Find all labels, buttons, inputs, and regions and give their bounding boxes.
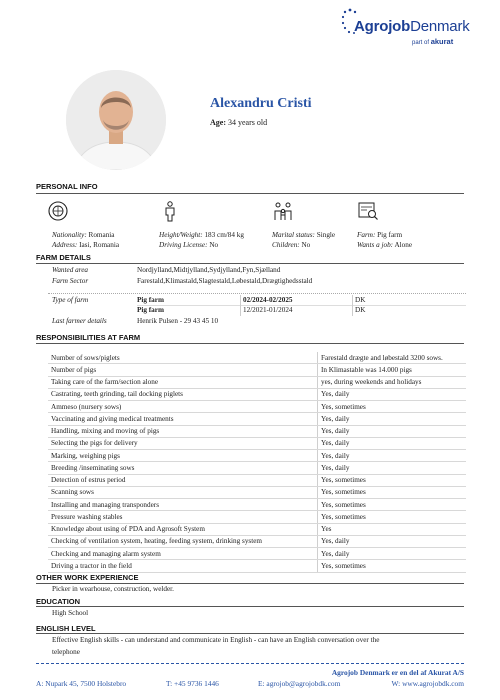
section-heading-responsibilities: RESPONSIBILITIES AT FARM xyxy=(36,333,141,342)
farm-sector-label: Farm Sector xyxy=(52,277,89,285)
responsibility-task: Driving a tractor in the field xyxy=(48,560,318,572)
responsibility-task: Ammeso (nursery sows) xyxy=(48,401,318,413)
responsibility-task: Number of pigs xyxy=(48,364,318,376)
table-row xyxy=(48,462,466,474)
table-row xyxy=(48,511,466,523)
responsibility-answer: Yes, daily xyxy=(318,388,467,400)
divider xyxy=(36,606,464,607)
responsibility-answer: Yes, sometimes xyxy=(318,401,467,413)
section-heading-personal-info: PERSONAL INFO xyxy=(36,182,98,191)
divider xyxy=(352,295,353,316)
footer-email-link[interactable]: E: agrojob@agrojobdk.com xyxy=(258,679,341,688)
agrojob-logo xyxy=(340,6,492,52)
responsibility-answer: Yes, sometimes xyxy=(318,499,467,511)
farm-sector-value: Farestald,Klimastald,Slagtestald,Løbestald,Drægtighedsstald xyxy=(137,277,313,285)
responsibility-answer: Yes, sometimes xyxy=(318,511,467,523)
divider xyxy=(137,305,466,306)
farm-country-2: DK xyxy=(355,306,366,314)
responsibility-task: Marking, weighing pigs xyxy=(48,450,318,462)
wanted-area-value: Nordjylland,Midtjylland,Sydjylland,Fyn,Sjælland xyxy=(137,266,281,274)
table-row xyxy=(48,535,466,547)
responsibility-answer: Yes, daily xyxy=(318,413,467,425)
responsibility-answer: Yes, daily xyxy=(318,462,467,474)
table-row xyxy=(48,352,466,364)
responsibility-task: Detection of estrus period xyxy=(48,474,318,486)
responsibility-task: Castrating, teeth grinding, tail docking piglets xyxy=(48,388,318,400)
responsibility-answer: Yes, sometimes xyxy=(318,486,467,498)
responsibility-task: Number of sows/piglets xyxy=(48,352,318,364)
divider xyxy=(36,343,464,344)
table-row xyxy=(48,548,466,560)
footer-company: Agrojob Denmark er en del af Akurat A/S xyxy=(331,668,464,677)
divider xyxy=(36,263,464,264)
responsibility-task: Handling, mixing and moving of pigs xyxy=(48,425,318,437)
other-work-text: Picker in wearhouse, construction, welder. xyxy=(52,585,174,593)
candidate-photo xyxy=(66,70,166,170)
responsibility-answer: Yes, daily xyxy=(318,425,467,437)
responsibility-answer: Yes, daily xyxy=(318,548,467,560)
farm-period-2: 12/2021-01/2024 xyxy=(243,306,293,314)
nationality-block: Nationality: Romania Address: Iasi, Romania xyxy=(52,231,120,249)
responsibility-task: Checking and managing alarm system xyxy=(48,548,318,560)
responsibility-task: Pressure washing stables xyxy=(48,511,318,523)
farm-search-icon xyxy=(357,200,379,222)
table-row xyxy=(48,523,466,535)
responsibility-task: Selecting the pigs for delivery xyxy=(48,437,318,449)
section-heading-farm-details: FARM DETAILS xyxy=(36,253,91,262)
farm-country-1: DK xyxy=(355,296,366,304)
responsibility-answer: Yes, sometimes xyxy=(318,560,467,572)
wanted-area-label: Wanted area xyxy=(52,266,88,274)
candidate-age: Age: 34 years old xyxy=(210,118,268,127)
table-row xyxy=(48,437,466,449)
table-row xyxy=(48,450,466,462)
responsibility-task: Vaccinating and giving medical treatments xyxy=(48,413,318,425)
passport-icon xyxy=(47,200,69,222)
footer-divider xyxy=(36,663,464,664)
type-of-farm-label: Type of farm xyxy=(52,296,89,304)
footer-phone: T: +45 9736 1446 xyxy=(166,679,219,688)
divider xyxy=(240,295,241,316)
family-icon xyxy=(272,200,294,222)
farm-type-1: Pig farm xyxy=(137,296,164,304)
divider xyxy=(36,583,464,584)
farm-type-2: Pig farm xyxy=(137,306,164,314)
table-row xyxy=(48,376,466,388)
responsibility-task: Taking care of the farm/section alone xyxy=(48,376,318,388)
table-row xyxy=(48,486,466,498)
table-row xyxy=(48,560,466,572)
responsibility-task: Checking of ventilation system, heating, feeding system, drinking system xyxy=(48,535,318,547)
divider xyxy=(36,193,464,194)
family-block: Marital status: Single Children: No xyxy=(272,231,336,249)
responsibility-answer: Yes, sometimes xyxy=(318,474,467,486)
candidate-name: Alexandru Cristi xyxy=(210,96,312,111)
table-row xyxy=(48,474,466,486)
divider xyxy=(36,633,464,634)
last-farmer-label: Last farmer details xyxy=(52,317,107,325)
table-row xyxy=(48,388,466,400)
responsibilities-table xyxy=(48,352,466,573)
footer-address: A: Nupark 45, 7500 Holstebro xyxy=(36,679,127,688)
person-height-icon xyxy=(159,200,181,222)
responsibility-answer: Yes, daily xyxy=(318,437,467,449)
responsibility-answer: Farestald drægte and løbestald 3200 sows. xyxy=(318,352,467,364)
section-heading-other-work: OTHER WORK EXPERIENCE xyxy=(36,573,139,582)
section-heading-education: EDUCATION xyxy=(36,597,81,606)
responsibility-answer: Yes, daily xyxy=(318,450,467,462)
logo-subline: part of akurat xyxy=(412,37,454,46)
responsibility-answer: yes, during weekends and holidays xyxy=(318,376,467,388)
responsibility-answer: In Klimastable was 14.000 pigs xyxy=(318,364,467,376)
table-row xyxy=(48,364,466,376)
responsibility-task: Knowledge about using of PDA and Agrosoft System xyxy=(48,523,318,535)
farm-period-1: 02/2024-02/2025 xyxy=(243,296,293,304)
table-row xyxy=(48,413,466,425)
farm-block: Farm: Pig farm Wants a job: Alone xyxy=(357,231,413,249)
table-row xyxy=(48,401,466,413)
english-text-line2: telephone xyxy=(52,648,80,656)
physical-block: Height/Weight: 183 cm/84 kg Driving License: No xyxy=(159,231,244,249)
last-farmer-value: Henrik Pulsen - 29 43 45 10 xyxy=(137,317,219,325)
table-row xyxy=(48,499,466,511)
responsibility-task: Scanning sows xyxy=(48,486,318,498)
responsibility-answer: Yes, daily xyxy=(318,535,467,547)
footer-website-link[interactable]: W: www.agrojobdk.com xyxy=(391,679,464,688)
responsibility-answer: Yes xyxy=(318,523,467,535)
section-heading-english: ENGLISH LEVEL xyxy=(36,624,96,633)
responsibility-task: Installing and managing transponders xyxy=(48,499,318,511)
responsibility-task: Breeding /inseminating sows xyxy=(48,462,318,474)
education-text: High School xyxy=(52,609,89,617)
table-row xyxy=(48,425,466,437)
english-text-line1: Effective English skills - can understand and communicate in English - can have an English conversation over the xyxy=(52,636,380,644)
logo-wordmark: AgrojobDenmark xyxy=(354,18,470,35)
divider xyxy=(48,293,466,294)
